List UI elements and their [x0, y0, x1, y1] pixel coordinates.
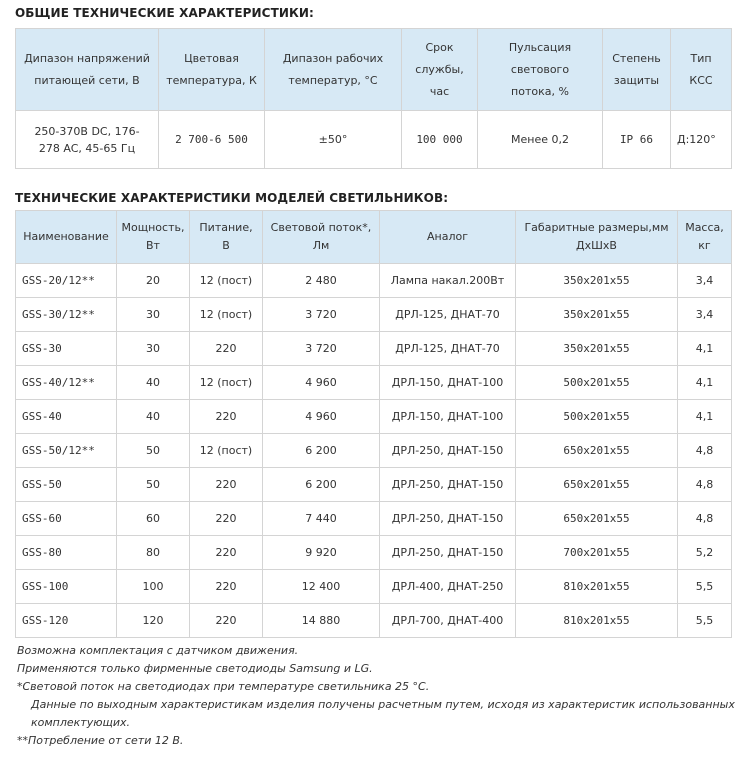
- table-row: [16, 264, 732, 298]
- table-cell: ДРЛ-150, ДНАТ-100: [380, 400, 516, 434]
- table-cell: 60: [117, 502, 190, 536]
- table-cell: 220: [190, 604, 263, 638]
- table-cell: 5,5: [678, 604, 732, 638]
- table-row: [16, 570, 732, 604]
- table-cell: 4 960: [263, 366, 380, 400]
- table-cell: 30: [117, 298, 190, 332]
- table-cell: 3 720: [263, 332, 380, 366]
- table-cell: GSS-80: [16, 536, 117, 570]
- models-header-cell: [678, 211, 732, 264]
- cell-text: Пульсация светового: [508, 40, 572, 76]
- cell-text: 278 AC, 45-65 Гц: [38, 141, 136, 155]
- table-cell: 2 480: [263, 264, 380, 298]
- table-cell: ДРЛ-700, ДНАТ-400: [380, 604, 516, 638]
- cell-text: Световой поток*,: [270, 221, 372, 234]
- cell-text: Питание,: [199, 221, 253, 234]
- cell-text: питающей сети, В: [34, 73, 140, 87]
- general-header-cell: [265, 29, 402, 111]
- cell-text: В: [222, 239, 230, 252]
- table-cell: 3,4: [678, 298, 732, 332]
- general-value-cell: [159, 111, 265, 169]
- models-header-cell: [190, 211, 263, 264]
- table-cell: 20: [117, 264, 190, 298]
- cell-text: 250-370В DC, 176-: [34, 124, 140, 138]
- cell-text: температура, К: [166, 73, 257, 87]
- table-cell: 810x201x55: [516, 604, 678, 638]
- cell-text: Аналог: [427, 230, 468, 243]
- cell-text: Дипазон рабочих: [282, 51, 384, 65]
- models-header-cell: [117, 211, 190, 264]
- models-specs-table: [15, 210, 732, 638]
- note-motion-sensor: Возможна комплектация с датчиком движения.: [17, 644, 299, 657]
- table-cell: 7 440: [263, 502, 380, 536]
- table-cell: 9 920: [263, 536, 380, 570]
- cell-text: 2 700-6 500: [175, 133, 248, 146]
- general-header-cell: [671, 29, 732, 111]
- cell-text: температур, °С: [288, 73, 378, 87]
- cell-text: Масса,: [685, 221, 724, 234]
- note-12v-consumption: **Потребление от сети 12 В.: [17, 734, 184, 747]
- table-cell: 4,8: [678, 502, 732, 536]
- cell-text: Степень: [612, 51, 661, 65]
- table-cell: 650x201x55: [516, 468, 678, 502]
- table-cell: 6 200: [263, 468, 380, 502]
- general-header-cell: [16, 29, 159, 111]
- table-cell: 12 (пост): [190, 366, 263, 400]
- table-cell: 700x201x55: [516, 536, 678, 570]
- table-cell: ДРЛ-125, ДНАТ-70: [380, 332, 516, 366]
- cell-text: час: [429, 84, 450, 98]
- cell-text: Д:120°: [677, 133, 716, 146]
- table-cell: 120: [117, 604, 190, 638]
- cell-text: Мощность,: [121, 221, 185, 234]
- cell-text: Лм: [312, 239, 330, 252]
- table-cell: 4,8: [678, 434, 732, 468]
- table-cell: 12 400: [263, 570, 380, 604]
- table-row: [16, 536, 732, 570]
- general-value-cell: [671, 111, 732, 169]
- table-row: [16, 332, 732, 366]
- cell-text: Цветовая: [184, 51, 239, 65]
- cell-text: кг: [698, 239, 711, 252]
- table-cell: 40: [117, 400, 190, 434]
- general-header-cell: [402, 29, 478, 111]
- table-cell: 40: [117, 366, 190, 400]
- models-header-cell: [16, 211, 117, 264]
- table-cell: GSS-20/12**: [16, 264, 117, 298]
- cell-text: Габаритные размеры,мм: [524, 221, 669, 234]
- table-cell: ДРЛ-250, ДНАТ-150: [380, 468, 516, 502]
- table-cell: 220: [190, 570, 263, 604]
- general-value-cell: [16, 111, 159, 169]
- cell-text: Тип: [690, 51, 712, 65]
- table-cell: 12 (пост): [190, 434, 263, 468]
- models-section-title: ТЕХНИЧЕСКИЕ ХАРАКТЕРИСТИКИ МОДЕЛЕЙ СВЕТИЛЬНИКОВ:: [15, 191, 449, 205]
- table-cell: 4,8: [678, 468, 732, 502]
- general-value-cell: [402, 111, 478, 169]
- table-cell: GSS-30: [16, 332, 117, 366]
- footnotes: [17, 642, 737, 750]
- general-header-cell: [478, 29, 603, 111]
- table-cell: 14 880: [263, 604, 380, 638]
- table-cell: Лампа накал.200Вт: [380, 264, 516, 298]
- general-header-cell: [603, 29, 671, 111]
- table-cell: 220: [190, 502, 263, 536]
- table-row: [16, 604, 732, 638]
- note-leds: Применяются только фирменные светодиоды Samsung и LG.: [17, 662, 373, 675]
- table-row: [16, 298, 732, 332]
- table-cell: 30: [117, 332, 190, 366]
- note-calculated-data: Данные по выходным характеристикам изделия получены расчетным путем, исходя из характеристик использованных: [31, 698, 735, 711]
- table-cell: 5,5: [678, 570, 732, 604]
- models-header-row: [16, 211, 732, 264]
- table-cell: GSS-40/12**: [16, 366, 117, 400]
- models-header-cell: [380, 211, 516, 264]
- table-cell: 350x201x55: [516, 298, 678, 332]
- table-cell: 12 (пост): [190, 264, 263, 298]
- table-row: [16, 468, 732, 502]
- models-header-cell: [516, 211, 678, 264]
- table-cell: ДРЛ-150, ДНАТ-100: [380, 366, 516, 400]
- table-cell: 500x201x55: [516, 366, 678, 400]
- table-cell: 80: [117, 536, 190, 570]
- table-cell: 50: [117, 434, 190, 468]
- table-cell: 650x201x55: [516, 502, 678, 536]
- table-cell: ДРЛ-125, ДНАТ-70: [380, 298, 516, 332]
- table-cell: ДРЛ-250, ДНАТ-150: [380, 536, 516, 570]
- table-cell: GSS-120: [16, 604, 117, 638]
- table-row: [16, 502, 732, 536]
- table-cell: ДРЛ-250, ДНАТ-150: [380, 434, 516, 468]
- cell-text: ±50°: [318, 133, 348, 146]
- table-cell: ДРЛ-400, ДНАТ-250: [380, 570, 516, 604]
- table-cell: ДРЛ-250, ДНАТ-150: [380, 502, 516, 536]
- table-cell: 220: [190, 332, 263, 366]
- table-cell: 3 720: [263, 298, 380, 332]
- general-header-row: [16, 29, 732, 111]
- models-header-cell: [263, 211, 380, 264]
- table-cell: 220: [190, 536, 263, 570]
- table-row: [16, 434, 732, 468]
- table-cell: 4,1: [678, 366, 732, 400]
- cell-text: КСС: [689, 73, 713, 87]
- table-cell: 4,1: [678, 332, 732, 366]
- note-calculated-data-cont: комплектующих.: [31, 716, 130, 729]
- general-section-title: ОБЩИЕ ТЕХНИЧЕСКИЕ ХАРАКТЕРИСТИКИ:: [15, 6, 314, 20]
- table-cell: 12 (пост): [190, 298, 263, 332]
- general-value-cell: [478, 111, 603, 169]
- table-cell: GSS-30/12**: [16, 298, 117, 332]
- cell-text: 100 000: [416, 133, 463, 146]
- table-cell: GSS-50/12**: [16, 434, 117, 468]
- table-cell: GSS-60: [16, 502, 117, 536]
- table-cell: 4,1: [678, 400, 732, 434]
- table-cell: 650x201x55: [516, 434, 678, 468]
- table-cell: GSS-50: [16, 468, 117, 502]
- cell-text: IP 66: [619, 133, 654, 146]
- general-header-cell: [159, 29, 265, 111]
- table-cell: 50: [117, 468, 190, 502]
- table-row: [16, 400, 732, 434]
- cell-text: службы,: [415, 62, 464, 76]
- table-cell: 220: [190, 468, 263, 502]
- cell-text: ДхШхВ: [576, 239, 617, 252]
- table-cell: 810x201x55: [516, 570, 678, 604]
- table-cell: GSS-40: [16, 400, 117, 434]
- cell-text: Срок: [425, 40, 454, 54]
- table-cell: GSS-100: [16, 570, 117, 604]
- table-cell: 3,4: [678, 264, 732, 298]
- table-cell: 350x201x55: [516, 264, 678, 298]
- general-values-row: [16, 111, 732, 169]
- cell-text: защиты: [613, 73, 660, 87]
- cell-text: потока, %: [511, 84, 569, 98]
- cell-text: Менее 0,2: [511, 133, 569, 146]
- cell-text: Наименование: [23, 230, 109, 243]
- cell-text: Вт: [146, 239, 160, 252]
- table-cell: 100: [117, 570, 190, 604]
- table-cell: 500x201x55: [516, 400, 678, 434]
- general-specs-table: [15, 28, 732, 169]
- general-value-cell: [265, 111, 402, 169]
- table-row: [16, 366, 732, 400]
- cell-text: Дипазон напряжений: [24, 51, 150, 65]
- table-cell: 4 960: [263, 400, 380, 434]
- general-value-cell: [603, 111, 671, 169]
- table-cell: 220: [190, 400, 263, 434]
- table-cell: 350x201x55: [516, 332, 678, 366]
- table-cell: 5,2: [678, 536, 732, 570]
- table-cell: 6 200: [263, 434, 380, 468]
- note-luminous-flux: *Световой поток на светодиодах при температуре светильника 25 °С.: [17, 680, 430, 693]
